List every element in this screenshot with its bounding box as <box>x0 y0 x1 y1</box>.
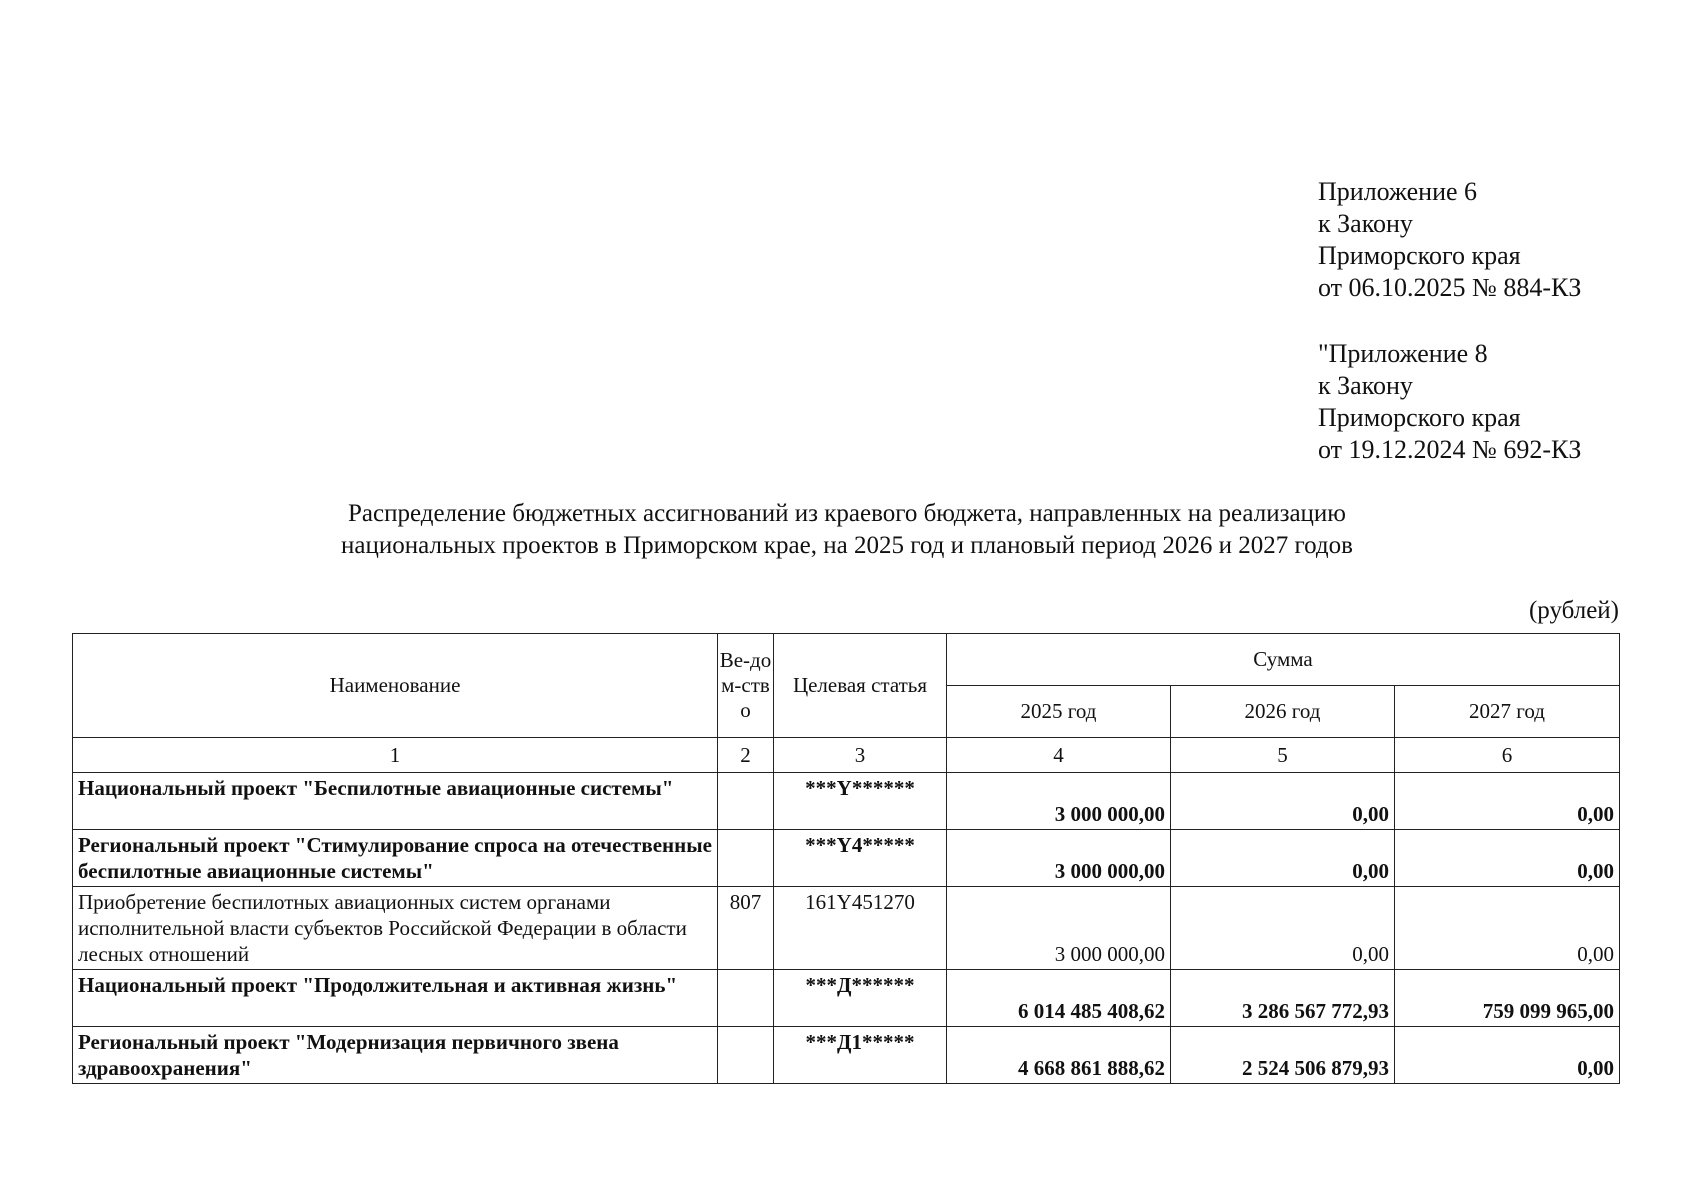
annex-line: Приморского края <box>1318 241 1521 270</box>
budget-table <box>72 633 1620 1084</box>
row-amount-2025: 3 000 000,00 <box>947 830 1171 887</box>
row-amount-2027: 0,00 <box>1395 773 1620 830</box>
row-code: ***Д1***** <box>774 1027 947 1084</box>
column-number: 3 <box>774 738 947 773</box>
original-annex-reference <box>1318 338 1581 466</box>
table-row <box>73 970 1620 1027</box>
original-annex-line: к Закону <box>1318 371 1413 400</box>
row-dept <box>718 970 774 1027</box>
row-code: ***Y****** <box>774 773 947 830</box>
row-dept <box>718 1027 774 1084</box>
row-name: Национальный проект "Продолжительная и активная жизнь" <box>73 970 718 1027</box>
row-code: 161Y451270 <box>774 887 947 970</box>
column-number: 4 <box>947 738 1171 773</box>
table-row <box>73 830 1620 887</box>
header-target-article: Целевая статья <box>774 634 947 738</box>
row-amount-2026: 3 286 567 772,93 <box>1171 970 1395 1027</box>
column-number: 2 <box>718 738 774 773</box>
original-annex-line: от 19.12.2024 № 692-КЗ <box>1318 435 1582 464</box>
row-code: ***Y4***** <box>774 830 947 887</box>
header-sum: Сумма <box>947 634 1620 686</box>
units-label: (рублей) <box>1528 597 1619 624</box>
annex-line: Приложение 6 <box>1318 177 1478 206</box>
row-amount-2027: 0,00 <box>1395 1027 1620 1084</box>
row-amount-2027: 759 099 965,00 <box>1395 970 1620 1027</box>
header-dept: Ве-дом-ство <box>718 634 774 738</box>
original-annex-line: "Приложение 8 <box>1318 339 1488 368</box>
annex-line: от 06.10.2025 № 884-КЗ <box>1318 273 1582 302</box>
header-year-2027: 2027 год <box>1395 686 1620 738</box>
row-name: Национальный проект "Беспилотные авиационные системы" <box>73 773 718 830</box>
column-number: 1 <box>73 738 718 773</box>
header-name: Наименование <box>73 634 718 738</box>
row-amount-2027: 0,00 <box>1395 830 1620 887</box>
row-name: Региональный проект "Модернизация первичного звена здравоохранения" <box>73 1027 718 1084</box>
row-name: Приобретение беспилотных авиационных систем органами исполнительной власти субъектов Российской Федерации в области лесных отношений <box>73 887 718 970</box>
table-row <box>73 773 1620 830</box>
row-amount-2026: 2 524 506 879,93 <box>1171 1027 1395 1084</box>
row-dept: 807 <box>718 887 774 970</box>
document-title <box>0 498 1694 562</box>
row-amount-2026: 0,00 <box>1171 887 1395 970</box>
annex-line: к Закону <box>1318 209 1413 238</box>
annex-reference <box>1318 176 1581 304</box>
row-name: Региональный проект "Стимулирование спроса на отечественные беспилотные авиационные системы" <box>73 830 718 887</box>
original-annex-line: Приморского края <box>1318 403 1521 432</box>
row-amount-2025: 6 014 485 408,62 <box>947 970 1171 1027</box>
column-number: 5 <box>1171 738 1395 773</box>
column-number: 6 <box>1395 738 1620 773</box>
document-title-line-1: Распределение бюджетных ассигнований из краевого бюджета, направленных на реализацию <box>348 500 1346 527</box>
header-year-2026: 2026 год <box>1171 686 1395 738</box>
row-dept <box>718 773 774 830</box>
row-amount-2026: 0,00 <box>1171 830 1395 887</box>
document-title-line-2: национальных проектов в Приморском крае, на 2025 год и плановый период 2026 и 2027 годов <box>341 532 1353 559</box>
row-amount-2026: 0,00 <box>1171 773 1395 830</box>
table-row <box>73 1027 1620 1084</box>
row-amount-2025: 4 668 861 888,62 <box>947 1027 1171 1084</box>
row-code: ***Д****** <box>774 970 947 1027</box>
header-year-2025: 2025 год <box>947 686 1171 738</box>
table-row <box>73 887 1620 970</box>
row-amount-2025: 3 000 000,00 <box>947 773 1171 830</box>
row-amount-2027: 0,00 <box>1395 887 1620 970</box>
row-amount-2025: 3 000 000,00 <box>947 887 1171 970</box>
row-dept <box>718 830 774 887</box>
